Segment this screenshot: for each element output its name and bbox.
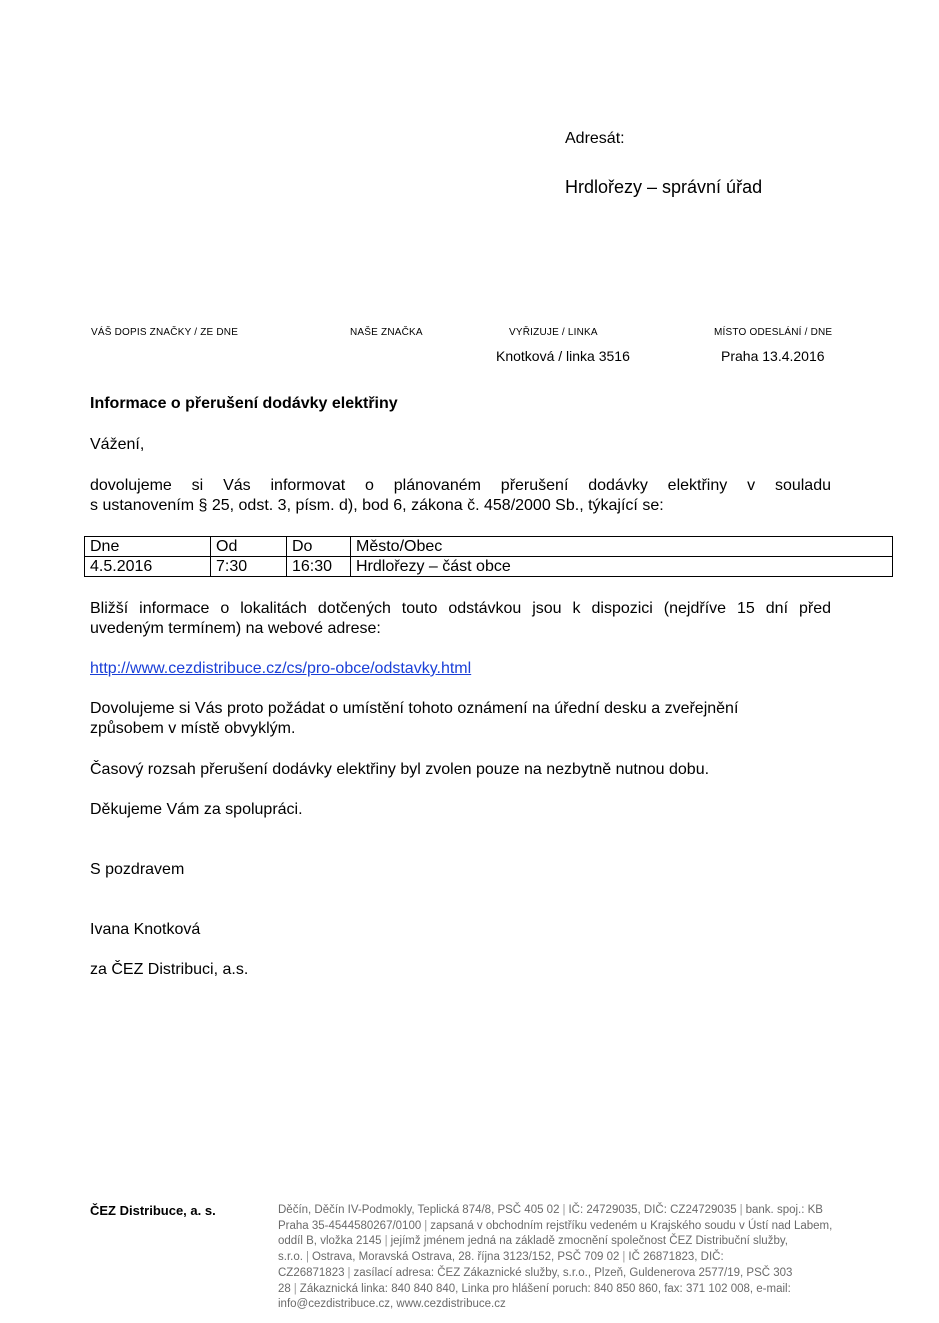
info-line-1: Bližší informace o lokalitách dotčených touto odstávkou jsou k dispozici (nejdříve 15 dní před [90, 600, 831, 617]
signer-name: Ivana Knotková [90, 921, 201, 938]
table-row [85, 557, 893, 577]
addressee-label: Adresát: [565, 130, 625, 147]
header-town: Město/Obec [351, 537, 893, 557]
footer-part: zasílací adresa: ČEZ Zákaznické služby, s.r.o., Plzeň, Guldenerova 2577/19, PSČ 303 28 [278, 1266, 793, 1295]
cell-town: Hrdlořezy – část obce [351, 557, 893, 577]
footer-legal-info: Děčín, Děčín IV-Podmokly, Teplická 874/8, PSČ 405 02 | IČ: 24729035, DIČ: CZ24729035 | bank. spoj.: KB Praha 35-4544580267/0100 | zapsaná v obchodním rejstříku vedeném u Krajského soudu v Ústí nad Labem, oddíl B, vložka 2145 | jejímž jménem jedná na základě zmocnění společnost ČEZ Distribuční služby, s.r.o. | Ostrava, Moravská Ostrava, 28. října 3123/152, PSČ 709 02 | IČ 26871823, DIČ: CZ26871823 | zasílací adresa: ČEZ Zákaznické služby, s.r.o., Plzeň, Guldenerova 2577/19, PSČ 303 28 | Zákaznická linka: 840 840 840, Linka pro hlášení poruch: 840 850 860, fax: 371 102 008, e-mail: info@cezdistribuce.cz, www.cezdistribuce.cz [278, 1204, 833, 1311]
footer-part: IČ 26871823, DIČ: CZ26871823 [278, 1251, 724, 1279]
info-line-2: uvedeným termínem) na webové adrese: [90, 620, 381, 637]
footer-company-name: ČEZ Distribuce, a. s. [90, 1203, 216, 1218]
header-date: Dne [85, 537, 211, 557]
place-date-label: MÍSTO ODESLÁNÍ / DNE [714, 327, 833, 338]
addressee-name: Hrdlořezy – správní úřad [565, 177, 763, 197]
letter-subject: Informace o přerušení dodávky elektřiny [90, 395, 398, 412]
request-line-1: Dovolujeme si Vás proto požádat o umístění tohoto oznámení na úřední desku a zveřejnění [90, 700, 739, 717]
cell-to: 16:30 [287, 557, 351, 577]
cell-date: 4.5.2016 [85, 557, 211, 577]
table-header-row [85, 537, 893, 557]
footer-part: IČ: 24729035, DIČ: CZ24729035 [568, 1204, 737, 1216]
footer-part: Zákaznická linka: 840 840 840, Linka pro hlášení poruch: 840 850 860, fax: 371 102 008, e-mail: info@cezdistribuce.cz, www.cezdistribuce.cz [278, 1282, 791, 1311]
footer-part: Ostrava, Moravská Ostrava, 28. října 3123/152, PSČ 709 02 [311, 1251, 620, 1264]
closing-text: S pozdravem [90, 861, 185, 878]
intro-line-2: s ustanovením § 25, odst. 3, písm. d), bod 6, zákona č. 458/2000 Sb., týkající se: [90, 497, 664, 514]
footer-part: Děčín, Děčín IV-Podmokly, Teplická 874/8, PSČ 405 02 [278, 1204, 560, 1216]
footer-part: zapsaná v obchodním rejstříku vedeném u Krajského soudu v Ústí nad Labem, oddíl B, vložka 2145 [278, 1219, 833, 1248]
signer-organization: za ČEZ Distribuci, a.s. [90, 961, 249, 978]
header-from: Od [211, 537, 287, 557]
salutation: Vážení, [90, 436, 145, 453]
handled-by-value: Knotková / linka 3516 [496, 348, 630, 364]
footer-part: jejímž jménem jedná na základě zmocnění společnost ČEZ Distribuční služby, s.r.o. [278, 1235, 788, 1264]
handled-by-label: VYŘIZUJE / LINKA [509, 327, 598, 338]
outage-schedule-table [84, 536, 893, 577]
duration-note: Časový rozsah přerušení dodávky elektřiny byl zvolen pouze na nezbytně nutnou dobu. [90, 761, 710, 778]
cell-from: 7:30 [211, 557, 287, 577]
place-date-value: Praha 13.4.2016 [721, 348, 825, 364]
header-to: Do [287, 537, 351, 557]
request-line-2: způsobem v místě obvyklým. [90, 720, 296, 737]
intro-line-1: dovolujeme si Vás informovat o plánovaném přerušení dodávky elektřiny v souladu [90, 477, 831, 494]
your-ref-label: VÁŠ DOPIS ZNAČKY / ZE DNE [91, 327, 239, 338]
footer-part: bank. spoj.: KB Praha 35-4544580267/0100 [278, 1204, 823, 1232]
thanks-text: Děkujeme Vám za spolupráci. [90, 801, 303, 818]
outages-link[interactable]: http://www.cezdistribuce.cz/cs/pro-obce/odstavky.html [90, 660, 472, 677]
our-ref-label: NAŠE ZNAČKA [350, 327, 423, 338]
